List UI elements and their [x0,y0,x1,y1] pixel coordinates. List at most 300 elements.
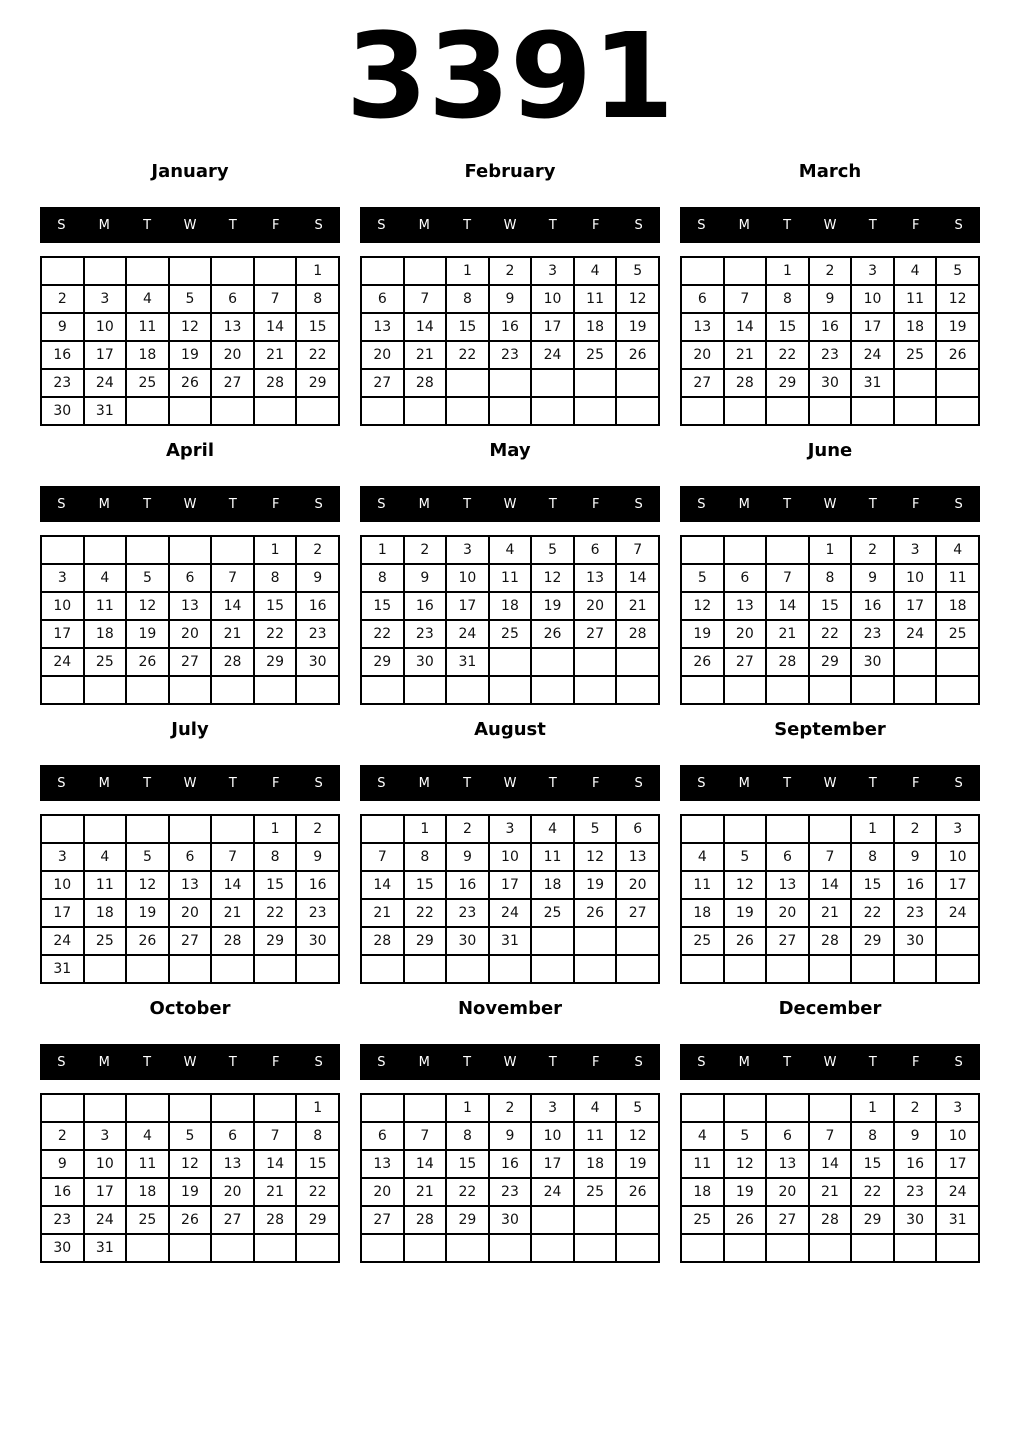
day-cell [41,676,84,704]
week-row [361,620,659,648]
day-cell: 17 [531,1150,574,1178]
day-cell: 28 [809,1206,852,1234]
day-cell [169,955,212,983]
day-cell: 3 [84,1122,127,1150]
weekday-label: M [738,496,750,512]
week-row [361,341,659,369]
day-cell: 7 [616,536,659,564]
day-cell: 16 [41,1178,84,1206]
weekday-label: T [228,496,237,512]
weekday-label: S [697,496,706,512]
day-cell: 24 [41,927,84,955]
weekday-label: S [377,775,386,791]
day-cell: 18 [681,1178,724,1206]
day-cell: 24 [84,1206,127,1234]
week-row [681,536,979,564]
week-row [681,592,979,620]
day-cell: 31 [936,1206,979,1234]
day-cell: 15 [361,592,404,620]
day-cell: 23 [41,369,84,397]
month-title: July [171,719,209,740]
day-cell: 25 [84,927,127,955]
day-cell: 29 [296,1206,339,1234]
day-cell: 30 [809,369,852,397]
calendar-table [680,535,980,705]
day-cell: 23 [489,341,532,369]
day-cell [574,1234,617,1262]
day-cell: 22 [446,341,489,369]
day-cell: 18 [489,592,532,620]
day-cell: 27 [361,1206,404,1234]
day-cell: 8 [296,1122,339,1150]
day-cell: 8 [254,564,297,592]
day-cell [531,1234,574,1262]
day-cell [681,257,724,285]
day-cell [254,397,297,425]
week-row [681,927,979,955]
day-cell [211,815,254,843]
day-cell [681,397,724,425]
week-row [681,1122,979,1150]
day-cell: 9 [894,1122,937,1150]
day-cell: 1 [361,536,404,564]
day-cell: 24 [489,899,532,927]
day-cell: 3 [531,257,574,285]
day-cell: 7 [809,1122,852,1150]
day-cell [361,397,404,425]
day-cell: 26 [681,648,724,676]
day-cell [531,927,574,955]
day-cell [809,1234,852,1262]
month-block [40,718,340,984]
day-cell: 1 [851,815,894,843]
calendar-table-body [361,536,659,704]
day-cell: 21 [211,620,254,648]
day-cell [766,815,809,843]
day-cell: 19 [724,899,767,927]
day-cell: 3 [936,1094,979,1122]
day-cell [361,815,404,843]
calendar-table [360,535,660,705]
day-cell [724,257,767,285]
day-cell: 16 [446,871,489,899]
day-cell: 21 [724,341,767,369]
day-cell [361,955,404,983]
weekday-label: S [314,217,323,233]
day-cell: 29 [404,927,447,955]
week-row [41,927,339,955]
day-cell [489,955,532,983]
week-row [681,843,979,871]
day-cell: 19 [616,313,659,341]
day-cell: 20 [211,341,254,369]
day-cell: 2 [296,815,339,843]
weekday-label: S [697,775,706,791]
day-cell: 23 [404,620,447,648]
day-cell: 30 [851,648,894,676]
weekday-label: S [697,217,706,233]
week-row [681,1206,979,1234]
day-cell: 12 [724,1150,767,1178]
day-cell: 5 [724,1122,767,1150]
day-cell: 20 [724,620,767,648]
day-cell: 17 [84,1178,127,1206]
day-cell: 27 [616,899,659,927]
day-cell [126,257,169,285]
day-cell: 22 [809,620,852,648]
day-cell [894,1234,937,1262]
day-cell: 7 [724,285,767,313]
day-cell [616,397,659,425]
day-cell: 29 [766,369,809,397]
day-cell: 18 [894,313,937,341]
day-cell: 15 [296,1150,339,1178]
week-row [681,871,979,899]
month-block [40,997,340,1263]
weekday-label: T [463,775,472,791]
day-cell [724,397,767,425]
day-cell: 7 [404,1122,447,1150]
day-cell: 28 [616,620,659,648]
day-cell: 1 [404,815,447,843]
week-row [361,257,659,285]
day-cell [126,1094,169,1122]
week-row [41,815,339,843]
week-row [41,592,339,620]
weekday-label: T [548,775,557,791]
day-cell [446,397,489,425]
day-cell: 25 [894,341,937,369]
day-cell: 28 [211,927,254,955]
day-cell: 10 [531,285,574,313]
week-row [681,564,979,592]
week-row [361,1150,659,1178]
day-cell: 7 [254,1122,297,1150]
day-cell: 26 [936,341,979,369]
day-cell [531,1206,574,1234]
day-cell: 20 [574,592,617,620]
day-cell: 28 [724,369,767,397]
day-cell [766,1234,809,1262]
day-cell: 12 [574,843,617,871]
day-cell: 16 [894,871,937,899]
day-cell: 3 [531,1094,574,1122]
week-row [681,285,979,313]
day-cell [766,536,809,564]
day-cell: 5 [574,815,617,843]
day-cell [766,397,809,425]
day-cell [894,369,937,397]
day-cell: 19 [531,592,574,620]
week-row [681,620,979,648]
day-cell [616,955,659,983]
day-cell: 22 [254,899,297,927]
week-row [361,1234,659,1262]
week-row [681,676,979,704]
week-row [41,843,339,871]
day-cell: 14 [254,313,297,341]
month-title: September [774,719,886,740]
day-cell: 8 [851,843,894,871]
day-cell [616,648,659,676]
weekday-label: F [591,1054,600,1070]
day-cell: 22 [851,899,894,927]
day-cell [616,676,659,704]
day-cell: 23 [809,341,852,369]
day-cell [724,815,767,843]
day-cell [84,815,127,843]
week-row [681,341,979,369]
day-cell: 30 [894,1206,937,1234]
weekday-label: T [463,1054,472,1070]
day-cell: 29 [254,648,297,676]
calendar-table [40,256,340,426]
weekday-label: W [823,217,837,233]
month-title: August [474,719,546,740]
day-cell: 3 [84,285,127,313]
week-row [681,369,979,397]
day-cell [574,1206,617,1234]
day-cell: 27 [766,927,809,955]
day-cell: 27 [574,620,617,648]
day-cell: 12 [681,592,724,620]
day-cell: 26 [724,1206,767,1234]
weekday-label: T [143,496,152,512]
day-cell: 4 [489,536,532,564]
month-title: April [165,440,215,461]
weekday-label: S [57,1054,66,1070]
weekday-label: T [143,1054,152,1070]
day-cell: 19 [126,899,169,927]
day-cell: 9 [446,843,489,871]
day-cell: 15 [296,313,339,341]
day-cell [851,397,894,425]
month-title: March [798,161,862,182]
weekday-label: S [634,217,643,233]
day-cell: 21 [809,1178,852,1206]
day-cell: 6 [681,285,724,313]
day-cell: 22 [851,1178,894,1206]
day-cell: 1 [446,1094,489,1122]
weekday-label: F [591,496,600,512]
day-cell: 8 [766,285,809,313]
day-cell: 2 [489,257,532,285]
week-row [361,955,659,983]
day-cell [936,648,979,676]
weekday-label: W [823,775,837,791]
month-block [680,439,980,705]
day-cell: 2 [41,285,84,313]
day-cell: 13 [574,564,617,592]
day-cell: 26 [616,341,659,369]
week-row [41,1234,339,1262]
calendar-table-body [361,1094,659,1262]
week-row [41,369,339,397]
weekday-label: M [418,1054,430,1070]
day-cell: 10 [41,871,84,899]
week-row [361,1094,659,1122]
day-cell: 14 [404,1150,447,1178]
weekday-label: T [868,496,877,512]
day-cell: 15 [766,313,809,341]
weekday-label: M [738,217,750,233]
weekday-label: S [57,775,66,791]
day-cell [211,676,254,704]
day-cell: 9 [41,313,84,341]
day-cell [169,257,212,285]
day-cell: 11 [84,871,127,899]
weekday-label: W [823,1054,837,1070]
day-cell: 16 [489,313,532,341]
day-cell: 30 [446,927,489,955]
day-cell [361,1234,404,1262]
day-cell: 5 [126,564,169,592]
week-row [361,871,659,899]
day-cell: 5 [724,843,767,871]
day-cell: 2 [809,257,852,285]
day-cell: 28 [361,927,404,955]
calendar-table [680,814,980,984]
day-cell: 2 [446,815,489,843]
day-cell: 12 [616,285,659,313]
weekday-label: S [377,1054,386,1070]
weekday-label: W [503,496,517,512]
day-cell [851,955,894,983]
day-cell: 24 [531,1178,574,1206]
day-cell: 25 [84,648,127,676]
day-cell: 9 [296,564,339,592]
weekday-label: S [954,1054,963,1070]
day-cell: 14 [809,871,852,899]
day-cell: 9 [894,843,937,871]
day-cell: 13 [681,313,724,341]
day-cell: 31 [489,927,532,955]
day-cell: 6 [211,1122,254,1150]
week-row [41,1206,339,1234]
day-cell: 28 [404,369,447,397]
day-cell [361,1094,404,1122]
day-cell: 28 [404,1206,447,1234]
day-cell [489,676,532,704]
day-cell: 6 [766,1122,809,1150]
calendar-table [360,1093,660,1263]
week-row [361,397,659,425]
week-row [41,955,339,983]
month-title: January [151,161,229,182]
day-cell [574,955,617,983]
month-title: June [807,440,853,461]
day-cell: 8 [809,564,852,592]
day-cell: 23 [894,899,937,927]
day-cell [894,676,937,704]
day-cell [681,955,724,983]
day-cell: 16 [404,592,447,620]
day-cell [616,369,659,397]
month-block [680,997,980,1263]
day-cell: 24 [936,899,979,927]
day-cell: 6 [724,564,767,592]
weekday-label: S [314,775,323,791]
day-cell: 13 [169,871,212,899]
week-row [681,955,979,983]
weekday-label: M [418,496,430,512]
day-cell: 4 [681,1122,724,1150]
day-cell: 6 [361,285,404,313]
day-cell: 15 [254,592,297,620]
week-row [361,843,659,871]
weekday-label: T [143,775,152,791]
week-row [41,899,339,927]
day-cell: 13 [211,1150,254,1178]
day-cell: 5 [616,1094,659,1122]
day-cell: 31 [84,1234,127,1262]
weekday-label: F [911,775,920,791]
day-cell: 12 [169,313,212,341]
day-cell: 2 [41,1122,84,1150]
weekday-label: F [271,1054,280,1070]
day-cell: 8 [851,1122,894,1150]
day-cell: 14 [766,592,809,620]
day-cell: 27 [211,369,254,397]
day-cell: 11 [681,1150,724,1178]
day-cell: 27 [724,648,767,676]
week-row [681,1150,979,1178]
day-cell [169,536,212,564]
week-row [681,648,979,676]
day-cell: 8 [404,843,447,871]
day-cell: 2 [296,536,339,564]
day-cell: 22 [361,620,404,648]
day-cell: 20 [766,899,809,927]
day-cell: 3 [41,843,84,871]
day-cell: 3 [851,257,894,285]
calendar-table-body [361,257,659,425]
calendar-table-body [681,815,979,983]
day-cell [169,815,212,843]
day-cell: 21 [361,899,404,927]
day-cell: 27 [211,1206,254,1234]
day-cell [489,397,532,425]
day-cell: 5 [616,257,659,285]
day-cell: 24 [84,369,127,397]
day-cell: 20 [211,1178,254,1206]
day-cell [211,397,254,425]
day-cell [296,1234,339,1262]
day-cell: 22 [766,341,809,369]
day-cell: 10 [894,564,937,592]
weekday-label: S [314,1054,323,1070]
day-cell: 27 [169,648,212,676]
calendar-table-body [41,536,339,704]
day-cell: 24 [936,1178,979,1206]
calendar-table-body [41,1094,339,1262]
weekday-label: M [738,1054,750,1070]
day-cell: 4 [574,257,617,285]
weekday-label: F [911,1054,920,1070]
day-cell: 17 [41,899,84,927]
day-cell [41,536,84,564]
weekday-label: T [868,775,877,791]
day-cell [254,1234,297,1262]
week-row [41,564,339,592]
day-cell: 14 [809,1150,852,1178]
weekday-label: S [377,217,386,233]
weekday-label: W [823,496,837,512]
day-cell: 10 [851,285,894,313]
weekday-label: F [911,217,920,233]
weekday-header [40,1044,340,1080]
day-cell: 1 [254,815,297,843]
